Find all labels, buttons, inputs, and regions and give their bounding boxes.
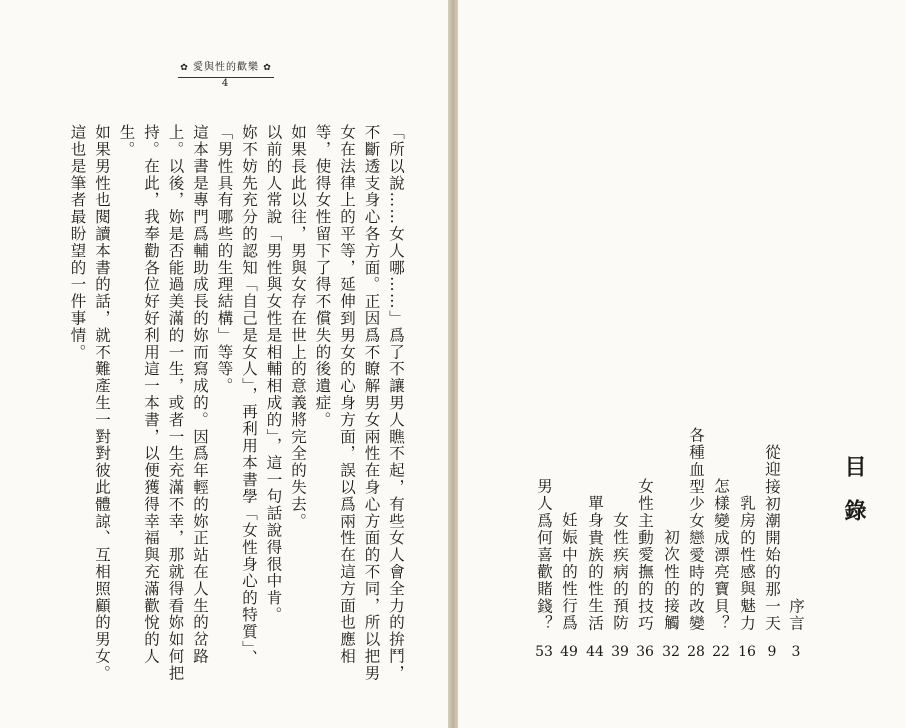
- toc-entry-page: 36: [636, 644, 654, 660]
- toc-entry-title: 男人爲何喜歡賭錢？: [535, 478, 553, 632]
- toc-entry-page: 16: [738, 644, 756, 660]
- toc-entry-title: 乳房的性感與魅力: [738, 495, 756, 632]
- toc-entry-page: 9: [767, 644, 777, 660]
- paragraph: 以前的人常說「男性與女性是相輔相成的」，這一句話說得很中肯。: [264, 124, 283, 624]
- toc-entry-title: 怎樣變成漂亮寶貝？: [712, 478, 730, 632]
- paragraph: 「所以說……女人哪……」爲了不讓男人瞧不起，有些女人會全力的拚鬥，不斷透支身心各方面。正因爲不瞭解男女兩性在身心方面的不同，所以把男女在法律上的平等，延伸到男女的心身方面，誤以爲兩性在這方面也應相等，使得女性留下了得不償失的後遺症。: [313, 124, 405, 682]
- paragraph: 妳不妨先充分的認知「自己是女人」，再利用本書學「女性身心的特質」、「男性具有哪些的生理結構」等等。: [215, 124, 258, 667]
- toc-title: 目錄: [841, 455, 866, 543]
- book-gutter: [448, 0, 458, 728]
- toc-entry-page: 39: [611, 644, 629, 660]
- page-number: 4: [221, 78, 229, 89]
- toc-entry-page: 49: [560, 644, 578, 660]
- toc-entry-title: 序言: [787, 597, 805, 632]
- running-header: [178, 58, 274, 78]
- right-page: [458, 0, 906, 728]
- toc-entry-page: 53: [535, 644, 553, 660]
- running-header-title: 愛與性的歡樂: [193, 62, 259, 73]
- table-of-contents: [518, 0, 808, 728]
- paragraph: 如果男性也閱讀本書的話，就不難產生一對對彼此體諒、互相照顧的男女。這也是筆者最盼望的一件事情。: [68, 124, 111, 682]
- toc-entry-page: 44: [586, 644, 604, 660]
- toc-entry-title: 女性疾病的預防: [611, 512, 629, 632]
- toc-entry-page: 22: [712, 644, 730, 660]
- left-page: [0, 0, 448, 728]
- toc-entry-page: 28: [687, 644, 705, 660]
- toc-entry-page: 32: [662, 644, 680, 660]
- toc-entry-title: 妊娠中的性行爲: [560, 512, 578, 632]
- toc-entry-title: 初次性的接觸: [662, 529, 680, 632]
- flower-ornament-icon: ✿: [180, 63, 189, 73]
- paragraph: 這本書是專門爲輔助成長的妳而寫成的。因爲年輕的妳正站在人生的岔路上。以後，妳是否能過美滿的一生，或者一生充滿不幸，那就得看妳如何把持。在此，我奉勸各位好好利用這一本書，以便獲得幸福與充滿歡悅的人生。: [117, 124, 209, 682]
- toc-entry-title: 從迎接初潮開始的那一天: [763, 443, 781, 632]
- body-text: [65, 124, 408, 684]
- toc-entry-page: 3: [791, 644, 801, 660]
- toc-entry-title: 女性主動愛撫的技巧: [636, 478, 654, 632]
- toc-entry-title: 單身貴族的性生活: [586, 495, 604, 632]
- paragraph: 如果長此以往，男與女存在世上的意義將完全的失去。: [289, 124, 307, 530]
- toc-entry-title: 各種血型少女戀愛時的改變: [687, 426, 705, 632]
- flower-ornament-icon: ✿: [263, 63, 272, 73]
